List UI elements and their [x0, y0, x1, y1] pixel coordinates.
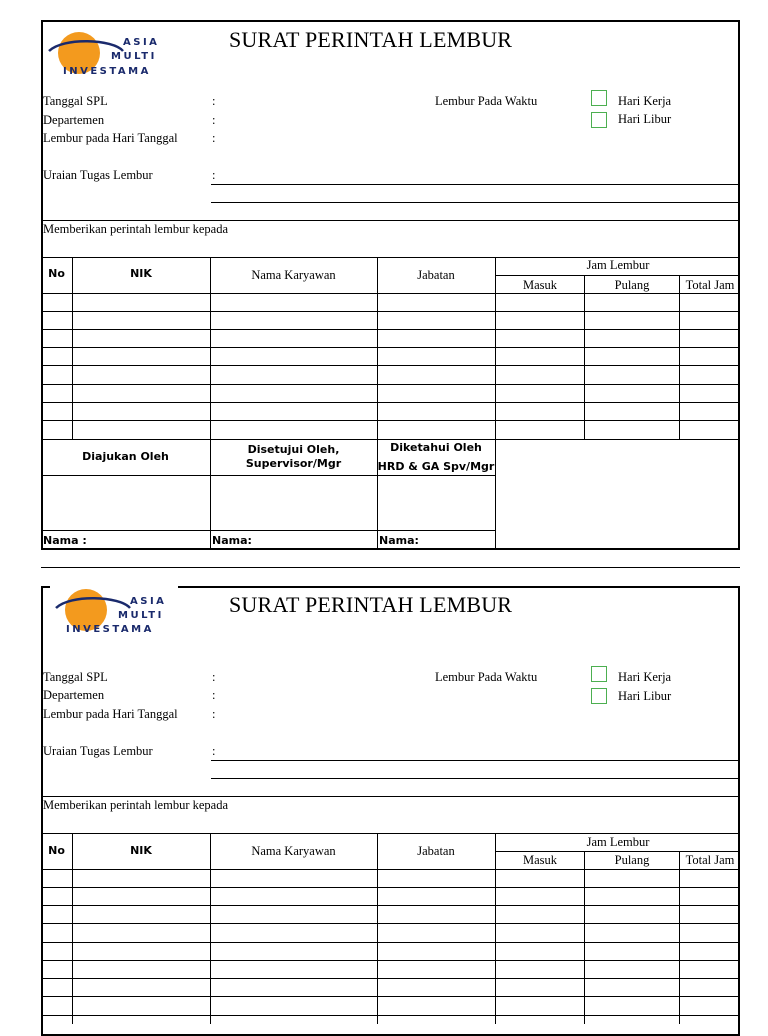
label-hari-libur: Hari Libur — [618, 112, 672, 126]
table-row-line — [41, 402, 740, 403]
col-line — [72, 833, 73, 1024]
col-line — [210, 833, 211, 1024]
label-tanggal-spl: Tanggal SPL — [43, 94, 108, 108]
form-title: SURAT PERINTAH LEMBUR — [229, 27, 513, 52]
colon: : — [212, 168, 216, 182]
table-row-line — [41, 960, 740, 961]
col-line — [210, 257, 211, 550]
table-row-line — [41, 420, 740, 421]
label-tanggal-spl: Tanggal SPL — [43, 670, 108, 684]
table-bottom-line — [41, 439, 740, 440]
uraian-line-2[interactable] — [211, 778, 740, 779]
label-lembur-waktu: Lembur Pada Waktu — [435, 94, 538, 108]
logo-line1: ASIA — [130, 596, 167, 607]
logo-line1: ASIA — [123, 37, 160, 48]
header-jam-lembur: Jam Lembur — [586, 258, 650, 272]
hari-libur-checkbox[interactable] — [591, 112, 607, 128]
sign-disetujui-1: Disetujui Oleh, — [247, 443, 340, 456]
uraian-line-2[interactable] — [211, 202, 740, 203]
col-line — [377, 833, 378, 1024]
sign-nama-1: Nama : — [43, 534, 87, 547]
label-uraian: Uraian Tugas Lembur — [43, 744, 153, 758]
divider — [41, 796, 740, 797]
header-pulang: Pulang — [614, 278, 650, 292]
jam-sub-line — [496, 851, 740, 852]
header-total-jam: Total Jam — [685, 853, 735, 867]
header-no: No — [48, 267, 65, 280]
label-hari-kerja: Hari Kerja — [618, 670, 672, 684]
colon: : — [212, 131, 216, 145]
header-jam-lembur: Jam Lembur — [586, 835, 650, 849]
logo-line2: MULTI — [111, 51, 157, 62]
col-line — [495, 257, 496, 550]
label-lembur-hari-tanggal: Lembur pada Hari Tanggal — [43, 131, 178, 145]
table-row-line — [41, 1015, 740, 1016]
sign-disetujui-2: Supervisor/Mgr — [245, 457, 342, 470]
sign-diajukan: Diajukan Oleh — [82, 450, 169, 463]
table-header-line — [41, 869, 740, 870]
header-jabatan: Jabatan — [417, 268, 455, 282]
table-top-line — [41, 833, 740, 834]
header-pulang: Pulang — [614, 853, 650, 867]
table-row-line — [41, 311, 740, 312]
table-row-line — [41, 365, 740, 366]
table-row-line — [41, 329, 740, 330]
label-hari-kerja: Hari Kerja — [618, 94, 672, 108]
col-line — [679, 851, 680, 1024]
table-row-line — [41, 996, 740, 997]
label-lembur-waktu: Lembur Pada Waktu — [435, 670, 538, 684]
col-line — [679, 275, 680, 439]
sign-nama-3: Nama: — [379, 534, 419, 547]
header-masuk: Masuk — [522, 853, 558, 867]
label-departemen: Departemen — [43, 688, 105, 702]
col-line — [377, 257, 378, 550]
sign-nama-2: Nama: — [212, 534, 252, 547]
uraian-line-1[interactable] — [211, 184, 740, 185]
label-lembur-hari-tanggal: Lembur pada Hari Tanggal — [43, 707, 178, 721]
label-memberikan: Memberikan perintah lembur kepada — [43, 798, 228, 812]
table-header-line — [41, 293, 740, 294]
colon: : — [212, 744, 216, 758]
header-nik: NIK — [130, 267, 152, 280]
label-hari-libur: Hari Libur — [618, 689, 672, 703]
colon: : — [212, 670, 216, 684]
table-row-line — [41, 384, 740, 385]
col-line — [584, 275, 585, 439]
uraian-line-1[interactable] — [211, 760, 740, 761]
header-nik: NIK — [130, 844, 152, 857]
company-logo — [43, 29, 171, 81]
colon: : — [212, 688, 216, 702]
table-row-line — [41, 978, 740, 979]
label-departemen: Departemen — [43, 113, 105, 127]
sign-name-line — [41, 530, 495, 531]
hari-kerja-checkbox[interactable] — [591, 666, 607, 682]
hari-kerja-checkbox[interactable] — [591, 90, 607, 106]
table-row-line — [41, 942, 740, 943]
header-jabatan: Jabatan — [417, 844, 455, 858]
header-nama: Nama Karyawan — [251, 268, 336, 282]
label-uraian: Uraian Tugas Lembur — [43, 168, 153, 182]
colon: : — [212, 707, 216, 721]
sign-header-line — [41, 475, 495, 476]
header-nama: Nama Karyawan — [251, 844, 336, 858]
table-row-line — [41, 347, 740, 348]
company-logo — [50, 586, 178, 638]
sign-diketahui-1: Diketahui Oleh — [390, 441, 482, 454]
logo-line2: MULTI — [118, 610, 164, 621]
hari-libur-checkbox[interactable] — [591, 688, 607, 704]
form-separator — [41, 567, 740, 568]
col-line — [72, 257, 73, 439]
colon: : — [212, 113, 216, 127]
label-memberikan: Memberikan perintah lembur kepada — [43, 222, 228, 236]
header-total-jam: Total Jam — [685, 278, 735, 292]
header-no: No — [48, 844, 65, 857]
header-masuk: Masuk — [522, 278, 558, 292]
form-title: SURAT PERINTAH LEMBUR — [229, 592, 513, 617]
sign-diketahui-2: HRD & GA Spv/Mgr — [377, 460, 495, 473]
logo-line3: INVESTAMA — [63, 66, 151, 77]
colon: : — [212, 94, 216, 108]
table-row-line — [41, 905, 740, 906]
table-row-line — [41, 887, 740, 888]
col-line — [584, 851, 585, 1024]
jam-sub-line — [496, 275, 740, 276]
table-row-line — [41, 923, 740, 924]
logo-line3: INVESTAMA — [66, 624, 154, 635]
divider — [41, 220, 740, 221]
